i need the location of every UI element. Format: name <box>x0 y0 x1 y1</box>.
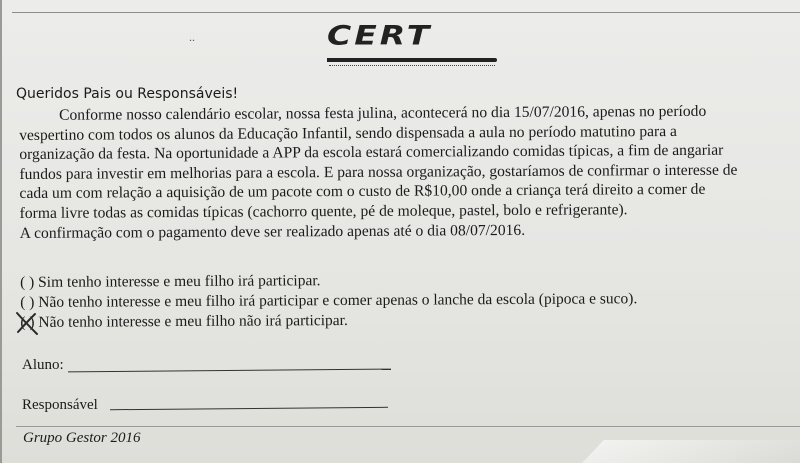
body-line: vespertino com todos os alunos da Educação Infantil, sendo dispensada a aula no período matutino para a <box>19 122 677 144</box>
footer-signature: Grupo Gestor 2016 <box>23 430 141 446</box>
body-line: Conforme nosso calendário escolar, nossa festa julina, acontecerá no dia 15/07/2016, apenas no período <box>59 102 707 124</box>
stray-marks: .. <box>189 30 195 44</box>
responsavel-label: Responsável <box>22 397 98 413</box>
body-line: forma livre todas as comidas típicas (cachorro quente, pé de moleque, pastel, bolo e refrigerante). <box>19 201 628 222</box>
letter-body <box>19 101 798 243</box>
option-not-participate[interactable]: ( ) Não tenho interesse e meu filho não irá participar. <box>20 311 348 331</box>
paper-corner <box>582 440 800 463</box>
body-line: fundos para investir em melhorias para a escola. E para nossa organização, gostaríamos de confirmar o interesse de <box>19 161 738 183</box>
footer-divider <box>16 426 800 427</box>
logo-underline <box>327 58 497 62</box>
option-snack-only[interactable]: ( ) Não tenho interesse e meu filho irá participar e comer apenas o lanche da escola (pipoca e suco). <box>20 290 638 311</box>
aluno-line[interactable] <box>68 369 391 373</box>
body-line: A confirmação com o pagamento deve ser realizado apenas até o dia 08/07/2016. <box>19 221 526 242</box>
aluno-label: Aluno: <box>22 357 64 373</box>
logo-wordmark: CERT <box>327 19 433 51</box>
body-line: organização da festa. Na oportunidade a APP da escola estará comercializando comidas típicas, a fim de angariar <box>19 141 724 164</box>
cert-logo <box>327 19 497 67</box>
handwritten-x-mark-icon <box>13 310 43 336</box>
greeting: Queridos Pais ou Responsáveis! <box>16 86 239 102</box>
options-list <box>20 269 637 332</box>
logo-subtitle-line <box>329 65 495 68</box>
top-divider <box>12 12 800 13</box>
option-participate[interactable]: ( ) Sim tenho interesse e meu filho irá participar. <box>20 272 321 291</box>
body-line: cada um com relação a aquisição de um pacote com o custo de R$10,00 onde a criança terá direito a comer de <box>19 181 706 203</box>
responsavel-line[interactable] <box>110 407 388 410</box>
